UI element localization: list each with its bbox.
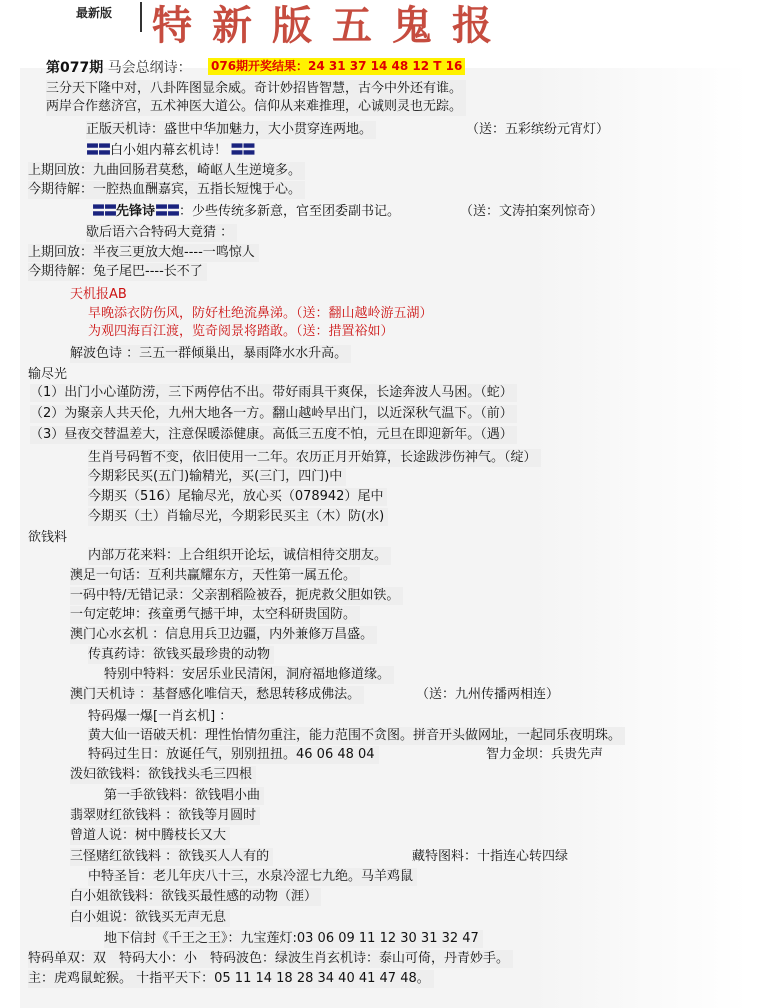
wish-money-heading: 欲钱料 — [28, 530, 68, 545]
iq-line: 智力金坝：兵贵先声 — [486, 747, 604, 762]
heading-mark-left: 〓〓 — [86, 143, 111, 158]
imperial-decree-line: 中特圣旨：老儿年庆八十三，水泉冷涩七九绝。马羊鸡鼠 — [88, 868, 417, 886]
pioneer-poem — [92, 203, 404, 221]
buy-doors-line: 今期彩民买(五门)输精光，买(三门，四门)中 — [88, 468, 346, 486]
one-code-line: 一码中特/无错记录：父亲割稻险被吞，扼虎救父胆如铁。 — [70, 587, 403, 605]
intro-poem-line-2: 两岸合作慈济宫，五术神医大道公。信仰从来难推理，心诚则灵也无踪。 — [46, 98, 466, 116]
pioneer-poem-text: ：少些传统多新意，官至团委副书记。 — [179, 204, 401, 219]
wong-tai-sin-line: 黄大仙一语破天机：理性怡情勿重注，能力范围不贪图。拼音开头做网址，一起同乐夜明珠。 — [88, 727, 625, 745]
pioneer-poem-label: 先锋诗 — [116, 204, 156, 219]
today-solve-1: 今期待解：一腔热血酬嘉宾，五指长短愧于心。 — [28, 181, 305, 199]
taoist-line: 曾道人说：树中腾枝长又大 — [70, 827, 230, 845]
last-result-badge: 076期开奖结果：24 31 37 14 48 12 T 16 — [208, 58, 465, 75]
macau-tianji-line: 澳门天机诗 ：基督感化唯信天，愁思转移成佛法。 — [70, 686, 364, 704]
buy-element-line: 今期买（土）肖输尽光，今期彩民买主（木）防(水) — [88, 508, 388, 526]
lose-all-item-2: （2）为聚亲人共天伦，九州大地各一方。翻山越岭早出门，以近深秋气温下。（前） — [30, 405, 517, 423]
intro-poem-line-1: 三分天下隆中对，八卦阵图显余威。奇计妙招皆智慧，古今中外还有谁。 — [46, 80, 466, 98]
tianji-ab-heading: 天机报AB — [70, 287, 127, 302]
edition-label: 最新版 — [76, 6, 113, 20]
bai-xiaojie-heading — [86, 142, 259, 160]
fax-poem-line: 传真药诗：欲钱买最珍贵的动物 — [88, 646, 274, 664]
underground-envelope-line: 地下信封《千王之王》：九宝莲灯:03 06 09 11 12 30 31 32 47 — [104, 930, 483, 948]
last-replay-1: 上期回放：九曲回肠君莫愁，崎岖人生逆境多。 — [28, 162, 305, 180]
issue-line — [46, 58, 192, 78]
pioneer-poem-gift: （送：文涛拍案列惊奇） — [460, 204, 604, 219]
buy-tail-line: 今期买（516）尾输尽光，放心买（078942）尾中 — [88, 488, 387, 506]
header-divider — [140, 2, 142, 32]
main-zodiac-line: 主：虎鸡鼠蛇猴。 十指平天下：05 11 14 18 28 34 40 41 47 48。 — [28, 970, 434, 988]
three-freaks-line: 三怪赌红欲钱料 ：欲钱买人人有的 — [70, 848, 273, 866]
first-hand-line: 第一手欲钱料：欲钱唱小曲 — [104, 787, 264, 805]
today-solve-2: 今期待解：兔子尾巴----长不了 — [28, 263, 207, 281]
decisive-line: 一句定乾坤：孩童勇气撼干坤，太空科研贵国防。 — [70, 606, 360, 624]
bai-xiaojie-heading-label: 白小姐内幕玄机诗！ — [110, 143, 228, 158]
heading-mark-left: 〓〓 — [92, 204, 117, 219]
issue-number: 第077期 — [46, 60, 104, 76]
page-title: 特新版五鬼报 — [152, 2, 512, 49]
official-tianji-gift: （送：五彩缤纷元宵灯） — [466, 122, 610, 137]
issue-poem-label: 马会总纲诗： — [107, 60, 192, 76]
odd-even-line: 特码单双：双 特码大小：小 特码波色：绿波生肖玄机诗：泰山可倚，丹青妙手。 — [28, 950, 513, 968]
last-replay-2: 上期回放：半夜三更放大炮----一鸣惊人 — [28, 244, 259, 262]
macau-heart-line: 澳门心水玄机 ：信息用兵卫边疆，内外兼修万昌盛。 — [70, 626, 377, 644]
lose-all-item-1: （1）出门小心谨防涝，三下两停估不出。带好雨具干爽保，长途奔波人马困。（蛇） — [30, 384, 517, 402]
lose-all-item-3: （3）昼夜交替温差大，注意保暖添健康。高低三五度不怕，元旦在即迎新年。（遇） — [30, 426, 517, 444]
shrew-line: 泼妇欲钱料：欲钱找头毛三四根 — [70, 766, 256, 784]
tianji-ab-line-1: 早晚添衣防伤风，防好杜绝流鼻涕。（送：翻山越岭游五湖） — [88, 306, 433, 321]
bai-xiaojie-say-line: 白小姐说：欲钱买无声无息 — [70, 909, 230, 927]
tianji-ab-line-2: 为观四海百江渡，览奇阅景将踏敢。（送：措置裕如） — [88, 324, 394, 339]
wave-color-poem: 解波色诗 ：三五一群倾巢出，暴雨降水水升高。 — [70, 345, 351, 363]
macau-one-line: 澳足一句话：互利共赢耀东方，天性第一属五伦。 — [70, 567, 360, 585]
official-tianji-poem: 正版天机诗：盛世中华加魅力，大小贯穿连两地。 — [86, 121, 376, 139]
hidden-chart-line: 藏特图料：十指连心转四绿 — [412, 849, 569, 864]
heading-mark-right: 〓〓 — [155, 204, 180, 219]
internal-source-line: 内部万花来料：上合组织开论坛，诚信相待交朋友。 — [88, 547, 391, 565]
macau-tianji-gift: （送：九州传播两相连） — [416, 687, 560, 702]
birthday-line: 特码过生日：放诞任气，别别扭扭。46 06 48 04 — [88, 746, 379, 764]
special-source-line: 特别中特料：安居乐业民清闲，洞府福地修道缘。 — [104, 666, 394, 684]
heading-mark-right: 〓〓 — [227, 143, 255, 158]
lose-all-heading: 输尽光 — [28, 367, 68, 382]
bai-xiaojie-wish-line: 白小姐欲钱料：欲钱买最性感的动物（涯） — [70, 888, 321, 906]
special-burst-heading: 特码爆一爆[一肖玄机] ： — [88, 709, 233, 724]
jade-line: 翡翠财红欲钱料 ：欲钱等月圆时 — [70, 807, 260, 825]
zodiac-note: 生肖号码暂不变，依旧使用一二年。农历正月开始算，长途跋涉伤神气。（绽） — [88, 449, 541, 467]
xiehouyu-heading: 歇后语六合特码大竟猜 ： — [86, 224, 237, 242]
